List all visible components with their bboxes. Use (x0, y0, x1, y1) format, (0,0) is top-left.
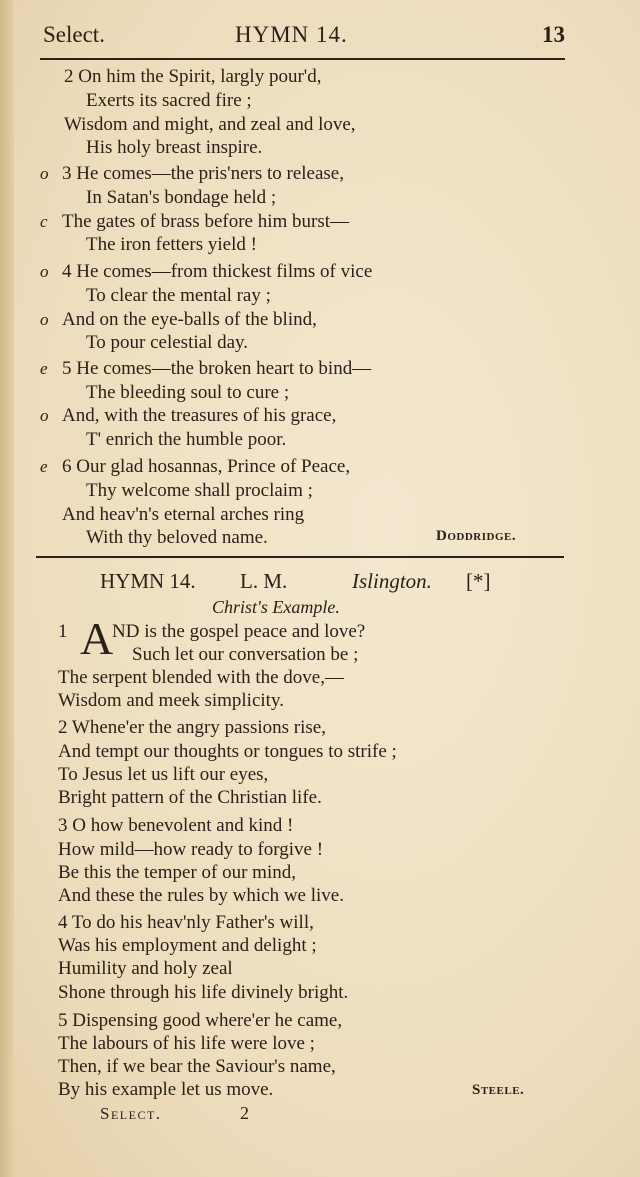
signature-mark: Select. (100, 1104, 162, 1123)
verse-line: ND is the gospel peace and love? (112, 621, 366, 642)
signature-number: 2 (240, 1103, 249, 1123)
verse-line: In Satan's bondage held ; (86, 187, 277, 208)
verse-line: Bright pattern of the Christian life. (58, 787, 322, 808)
verse-line: 4 He comes—from thickest films of vice (62, 261, 373, 282)
verse-line: Be this the temper of our mind, (58, 862, 296, 883)
verse-line: And tempt our thoughts or tongues to strife ; (58, 741, 397, 762)
verse-line: And, with the treasures of his grace, (62, 405, 337, 426)
verse-line: To Jesus let us lift our eyes, (58, 764, 269, 785)
verse-line: 5 Dispensing good where'er he came, (58, 1010, 343, 1031)
dynamics-marker: e (40, 457, 48, 476)
book-spine (0, 0, 14, 1177)
header-section: Select. (43, 22, 105, 47)
section-divider (36, 556, 564, 558)
verse-line: Exerts its sacred fire ; (86, 90, 252, 111)
dynamics-marker: o (40, 406, 49, 425)
header-rule (40, 58, 565, 60)
hymn-subtitle: Christ's Example. (212, 597, 340, 617)
verse-line: How mild—how ready to forgive ! (58, 839, 324, 860)
verse-line: The bleeding soul to cure ; (86, 382, 290, 403)
verse-line: Such let our conversation be ; (132, 644, 359, 665)
verse-line: To pour celestial day. (86, 332, 249, 353)
dynamics-marker: o (40, 262, 49, 281)
verse-line: T' enrich the humble poor. (86, 429, 287, 450)
verse-line: And heav'n's eternal arches ring (62, 504, 305, 525)
running-header (40, 22, 565, 52)
verse-line: Then, if we bear the Saviour's name, (58, 1056, 336, 1077)
verse-line: The serpent blended with the dove,— (58, 667, 344, 688)
verse-line: Shone through his life divinely bright. (58, 982, 349, 1003)
dynamics-marker: o (40, 310, 49, 329)
verse-line: With thy beloved name. (86, 527, 268, 548)
hymn-mark: [*] (466, 569, 491, 593)
verse-line: The labours of his life were love ; (58, 1033, 315, 1054)
verse-line: Humility and holy zeal (58, 958, 233, 979)
dynamics-marker: o (40, 164, 49, 183)
verse-line: Was his employment and delight ; (58, 935, 317, 956)
header-hymn-title: HYMN 14. (235, 22, 348, 47)
dynamics-marker: e (40, 359, 48, 378)
verse-line: 4 To do his heav'nly Father's will, (58, 912, 314, 933)
dynamics-marker: c (40, 212, 48, 231)
author-attribution: Doddridge. (436, 528, 517, 544)
verse-line: His holy breast inspire. (86, 137, 263, 158)
verse-line: Wisdom and meek simplicity. (58, 690, 284, 711)
verse-line: 3 He comes—the pris'ners to release, (62, 163, 344, 184)
page-number: 13 (542, 22, 565, 47)
verse-line: And on the eye-balls of the blind, (62, 309, 317, 330)
verse-line: And these the rules by which we live. (58, 885, 344, 906)
verse-line: 6 Our glad hosannas, Prince of Peace, (62, 456, 351, 477)
hymn-tune: Islington. (352, 569, 432, 593)
hymn-number: HYMN 14. (100, 569, 196, 593)
author-attribution: Steele. (472, 1082, 525, 1098)
verse-line: 5 He comes—the broken heart to bind— (62, 358, 372, 379)
verse-line: To clear the mental ray ; (86, 285, 271, 306)
verse-line: 2 Whene'er the angry passions rise, (58, 717, 326, 738)
verse-line: The gates of brass before him burst— (62, 211, 350, 232)
verse-line: Wisdom and might, and zeal and love, (64, 114, 356, 135)
hymn-meter: L. M. (240, 569, 288, 593)
verse-line: Thy welcome shall proclaim ; (86, 480, 313, 501)
verse-line: The iron fetters yield ! (86, 234, 257, 255)
verse-number: 1 (58, 621, 68, 642)
drop-cap: A (80, 613, 114, 664)
verse-line: By his example let us move. (58, 1079, 274, 1100)
verse-line: 2 On him the Spirit, largly pour'd, (64, 66, 322, 87)
verse-line: 3 O how benevolent and kind ! (58, 815, 294, 836)
